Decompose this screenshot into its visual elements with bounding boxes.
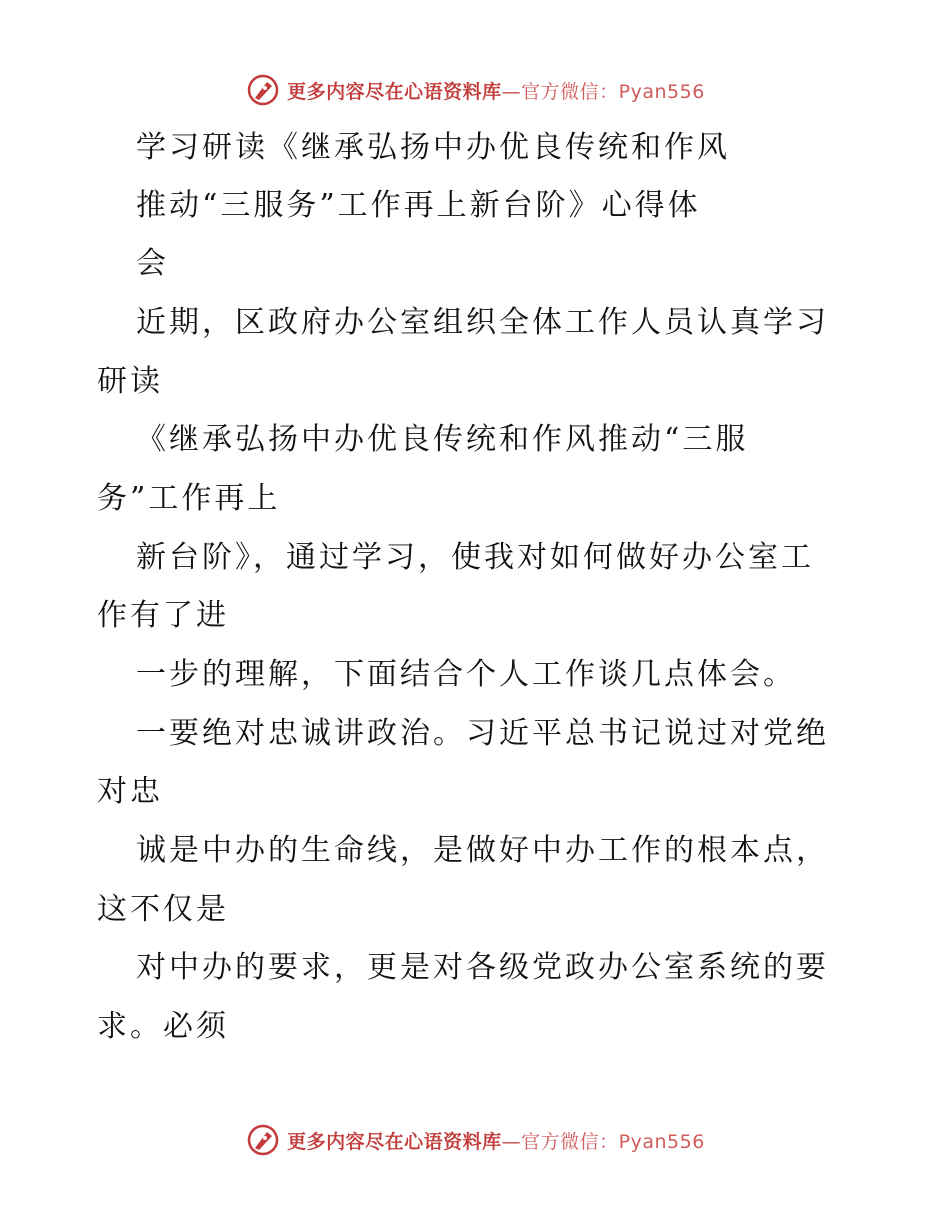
doc-line: 《继承弘扬中办优良传统和作风推动“三服 [136, 422, 749, 457]
doc-line: 对忠 [97, 774, 163, 809]
pen-nib-logo-icon [245, 1122, 281, 1158]
doc-line: 研读 [97, 364, 163, 399]
doc-line: 推动“三服务”工作再上新台阶》心得体 [136, 188, 701, 223]
doc-line: 务”工作再上 [97, 481, 281, 516]
doc-line: 一步的理解，下面结合个人工作谈几点体会。 [136, 657, 796, 692]
footer-wechat: 官方微信：Pyan556 [521, 1130, 705, 1153]
doc-line: 一要绝对忠诚讲政治。习近平总书记说过对党绝 [136, 716, 829, 751]
footer-dash: — [501, 1130, 522, 1153]
doc-line: 作有了进 [97, 598, 229, 633]
header-banner [0, 70, 950, 110]
doc-line: 对中办的要求，更是对各级党政办公室系统的要 [136, 950, 829, 985]
pen-nib-logo-icon [245, 72, 281, 108]
header-brand: 更多内容尽在心语资料库 [287, 80, 502, 103]
doc-line: 近期，区政府办公室组织全体工作人员认真学习 [136, 305, 829, 340]
doc-line: 会 [136, 246, 169, 281]
doc-line: 这不仅是 [97, 892, 229, 927]
doc-line: 求。必须 [97, 1009, 229, 1044]
footer-banner-text [287, 1127, 705, 1154]
header-wechat: 官方微信：Pyan556 [521, 80, 705, 103]
header-banner-text [287, 77, 705, 104]
footer-banner [0, 1120, 950, 1160]
doc-line: 诚是中办的生命线，是做好中办工作的根本点， [136, 833, 829, 868]
footer-brand: 更多内容尽在心语资料库 [287, 1130, 502, 1153]
doc-line: 新台阶》，通过学习，使我对如何做好办公室工 [136, 540, 814, 575]
doc-line: 学习研读《继承弘扬中办优良传统和作风 [136, 130, 730, 165]
header-dash: — [501, 80, 522, 103]
